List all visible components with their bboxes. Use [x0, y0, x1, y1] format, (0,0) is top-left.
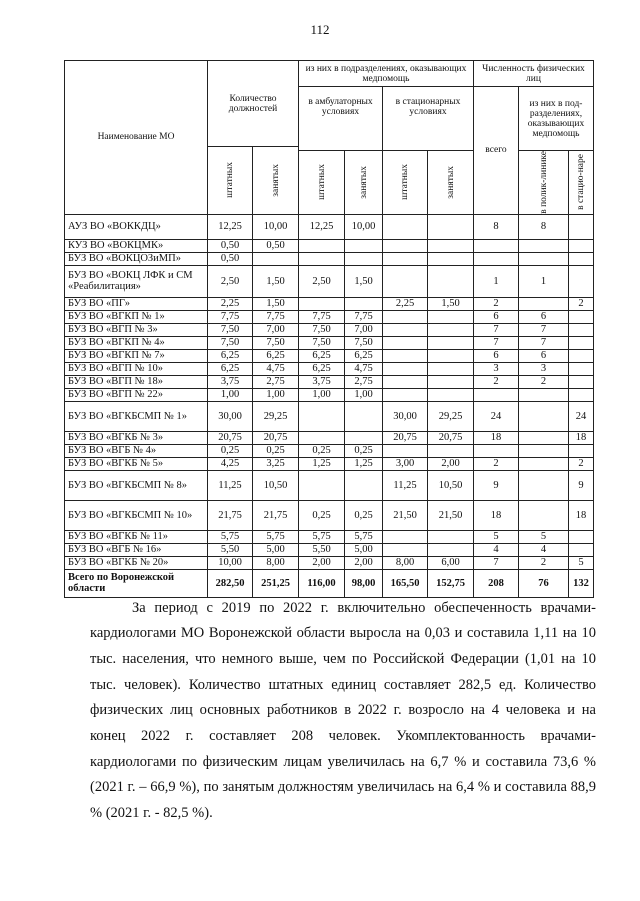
- header-out-occupied-label: занятых: [358, 166, 369, 199]
- table-cell: 1,00: [208, 388, 253, 401]
- table-cell: 7: [474, 556, 519, 569]
- table-cell: 8,00: [253, 556, 299, 569]
- header-positions: Количество должностей: [208, 61, 299, 147]
- table-cell: 1,50: [253, 265, 299, 297]
- table-body: [65, 214, 621, 597]
- table-cell: 2: [519, 556, 569, 569]
- table-cell: 24: [569, 401, 594, 431]
- table-cell: [345, 252, 383, 265]
- table-cell: [474, 388, 519, 401]
- table-cell: 7: [519, 336, 569, 349]
- table-cell: [383, 444, 428, 457]
- table-cell: 0,50: [208, 239, 253, 252]
- table-cell: 7,50: [345, 336, 383, 349]
- header-hospital-label: в стацио-наре: [576, 154, 586, 211]
- table-cell: [519, 388, 569, 401]
- table-cell: 2,25: [383, 297, 428, 310]
- table-row: [65, 543, 621, 556]
- table-cell: 24: [474, 401, 519, 431]
- table-cell: [428, 336, 474, 349]
- header-inpatient: в стационарных условиях: [383, 87, 474, 151]
- mo-name: БУЗ ВО «ВОКЦ ЛФК и СМ «Реабилитация»: [65, 265, 208, 297]
- table-cell: 20,75: [208, 431, 253, 444]
- table-cell: [474, 239, 519, 252]
- table-cell: 7,50: [208, 336, 253, 349]
- table-cell: 6,25: [253, 349, 299, 362]
- cardiologists-table: [64, 60, 621, 598]
- table-cell: [383, 362, 428, 375]
- table-cell: 5: [519, 530, 569, 543]
- table-cell: 7,50: [299, 323, 345, 336]
- table-row: [65, 388, 621, 401]
- table-cell: 20,75: [253, 431, 299, 444]
- table-cell: 6,25: [299, 349, 345, 362]
- table-row: [65, 362, 621, 375]
- table-cell: 98,00: [345, 569, 383, 597]
- table-cell: 282,50: [208, 569, 253, 597]
- table-cell: [569, 543, 594, 556]
- table-cell: 21,50: [383, 500, 428, 530]
- table-cell: [428, 543, 474, 556]
- table-row: [65, 214, 621, 239]
- mo-name: БУЗ ВО «ВОКЦОЗиМП»: [65, 252, 208, 265]
- table-cell: 9: [569, 470, 594, 500]
- table-cell: 7: [474, 323, 519, 336]
- table-cell: [383, 252, 428, 265]
- mo-name: БУЗ ВО «ПГ»: [65, 297, 208, 310]
- mo-name: БУЗ ВО «ВГБ № 16»: [65, 543, 208, 556]
- table-cell: [383, 336, 428, 349]
- table-cell: 6: [519, 310, 569, 323]
- table-cell: 12,25: [299, 214, 345, 239]
- table-cell: 76: [519, 569, 569, 597]
- table-row: [65, 500, 621, 530]
- table-cell: 10,00: [345, 214, 383, 239]
- table-cell: [519, 401, 569, 431]
- header-in-staff: [383, 151, 428, 215]
- table-cell: [474, 444, 519, 457]
- header-in-occupied: [428, 151, 474, 215]
- table-cell: 7: [474, 336, 519, 349]
- table-cell: 4,75: [253, 362, 299, 375]
- mo-name: БУЗ ВО «ВГКБСМП № 8»: [65, 470, 208, 500]
- table-row: [65, 265, 621, 297]
- table-cell: 7,75: [208, 310, 253, 323]
- table-row: [65, 310, 621, 323]
- table-cell: 6: [519, 349, 569, 362]
- table-row: [65, 401, 621, 431]
- table-cell: 116,00: [299, 569, 345, 597]
- table-cell: 7,50: [253, 336, 299, 349]
- table-cell: 5,75: [345, 530, 383, 543]
- table-cell: 2,25: [208, 297, 253, 310]
- body-paragraph: За период с 2019 по 2022 г. включительно обеспеченность врачами-кардиологами МО Воронежской области выросла на 0,03 и составила 1,11 на 10 тыс. населения, что немного выше, чем по Российской Федерации (1,01 на 10 тыс. человек). Количество штатных единиц составляет 282,5 ед. Количество физических лиц основных работников в 2022 г. возросло на 4 человека и на конец 2022 г. составляет 208 человек. Укомплектованность врачами-кардиологами по физическим лицам увеличилась на 6,7 % и составила 73,6 % (2021 г. – 66,9 %), по занятым должностям увеличилась на 6,4 % и составила 88,9 % (2021 г. - 82,5 %).: [90, 599, 596, 822]
- table-cell: 4: [474, 543, 519, 556]
- table-cell: 1,25: [299, 457, 345, 470]
- table-row: [65, 323, 621, 336]
- header-staff: [208, 147, 253, 215]
- mo-name: БУЗ ВО «ВГКБ № 20»: [65, 556, 208, 569]
- table-cell: 1,25: [345, 457, 383, 470]
- table-cell: 7,75: [299, 310, 345, 323]
- table-cell: 2,50: [299, 265, 345, 297]
- table-row: [65, 297, 621, 310]
- table-cell: [383, 375, 428, 388]
- table-cell: 11,25: [208, 470, 253, 500]
- table-row: [65, 252, 621, 265]
- table-cell: [569, 239, 594, 252]
- mo-name: БУЗ ВО «ВГКП № 7»: [65, 349, 208, 362]
- header-in-occupied-label: занятых: [445, 166, 456, 199]
- table-cell: 208: [474, 569, 519, 597]
- table-cell: 6,00: [428, 556, 474, 569]
- table-cell: [299, 431, 345, 444]
- table-cell: [519, 470, 569, 500]
- table-cell: [383, 265, 428, 297]
- table-cell: 0,25: [299, 500, 345, 530]
- table-cell: [569, 252, 594, 265]
- mo-name: БУЗ ВО «ВГКБСМП № 1»: [65, 401, 208, 431]
- table-cell: [569, 310, 594, 323]
- mo-name: БУЗ ВО «ВГКБ № 5»: [65, 457, 208, 470]
- table-row: [65, 239, 621, 252]
- table-cell: 0,25: [345, 500, 383, 530]
- table-cell: 2: [569, 457, 594, 470]
- page-number: 112: [310, 22, 330, 37]
- table-cell: 5,75: [208, 530, 253, 543]
- table-cell: [569, 265, 594, 297]
- header-staff-label: штатных: [225, 162, 235, 199]
- table-cell: [519, 252, 569, 265]
- header-out-staff: [299, 151, 345, 215]
- mo-name: БУЗ ВО «ВГКП № 4»: [65, 336, 208, 349]
- table-cell: 2,50: [208, 265, 253, 297]
- table-row: [65, 375, 621, 388]
- total-row: [65, 569, 621, 597]
- table-cell: [345, 401, 383, 431]
- table-cell: 1,00: [299, 388, 345, 401]
- table-cell: [428, 362, 474, 375]
- table-cell: 18: [569, 500, 594, 530]
- table-cell: 6: [474, 310, 519, 323]
- table-cell: 5: [569, 556, 594, 569]
- table-cell: [383, 323, 428, 336]
- table-cell: [474, 252, 519, 265]
- header-clinic: [519, 151, 569, 215]
- table-cell: [299, 470, 345, 500]
- table-cell: 30,00: [383, 401, 428, 431]
- table-cell: 5,75: [299, 530, 345, 543]
- table-cell: 10,50: [253, 470, 299, 500]
- table-cell: 6,25: [345, 349, 383, 362]
- table-cell: [519, 457, 569, 470]
- mo-name: КУЗ ВО «ВОКЦМК»: [65, 239, 208, 252]
- header-occupied-label: занятых: [270, 164, 281, 197]
- mo-name: БУЗ ВО «ВГП № 3»: [65, 323, 208, 336]
- table-cell: [428, 252, 474, 265]
- table-cell: 3: [474, 362, 519, 375]
- table-cell: 2,00: [345, 556, 383, 569]
- table-cell: 2,75: [345, 375, 383, 388]
- table-cell: 12,25: [208, 214, 253, 239]
- mo-name: БУЗ ВО «ВГП № 18»: [65, 375, 208, 388]
- table-cell: 29,25: [428, 401, 474, 431]
- table-cell: 7,00: [253, 323, 299, 336]
- header-out-occupied: [345, 151, 383, 215]
- table-cell: [519, 239, 569, 252]
- table-cell: 1,50: [345, 265, 383, 297]
- table-cell: [428, 375, 474, 388]
- table-row: [65, 530, 621, 543]
- table-cell: 9: [474, 470, 519, 500]
- table-cell: 1: [519, 265, 569, 297]
- table-cell: 5,00: [253, 543, 299, 556]
- table-cell: [569, 530, 594, 543]
- table-cell: 18: [474, 431, 519, 444]
- table-cell: [299, 401, 345, 431]
- header-out-staff-label: штатных: [316, 164, 327, 201]
- table-cell: 1,50: [253, 297, 299, 310]
- mo-name: БУЗ ВО «ВГКБ № 11»: [65, 530, 208, 543]
- table-cell: 3: [519, 362, 569, 375]
- table-cell: 0,50: [208, 252, 253, 265]
- table-cell: [299, 252, 345, 265]
- table-cell: [299, 297, 345, 310]
- table-cell: 0,25: [208, 444, 253, 457]
- table-cell: [383, 310, 428, 323]
- table-cell: 5: [474, 530, 519, 543]
- table-cell: [569, 323, 594, 336]
- mo-name: Всего по Воронежской области: [65, 569, 208, 597]
- table-row: [65, 431, 621, 444]
- table-cell: [519, 297, 569, 310]
- table-cell: 20,75: [428, 431, 474, 444]
- table-cell: 6,25: [208, 349, 253, 362]
- header-hospital: [569, 151, 594, 215]
- table-cell: [383, 388, 428, 401]
- table-cell: 0,25: [253, 444, 299, 457]
- table-cell: [383, 543, 428, 556]
- table-cell: 8,00: [383, 556, 428, 569]
- table-cell: [383, 530, 428, 543]
- table-cell: [428, 214, 474, 239]
- table-cell: [299, 239, 345, 252]
- table-row: [65, 336, 621, 349]
- table-cell: [569, 214, 594, 239]
- mo-name: БУЗ ВО «ВГП № 22»: [65, 388, 208, 401]
- table-cell: 2: [569, 297, 594, 310]
- table-cell: 0,50: [253, 239, 299, 252]
- header-in-staff-label: штатных: [400, 164, 410, 201]
- table-cell: [428, 388, 474, 401]
- table-cell: [428, 265, 474, 297]
- table-cell: [383, 349, 428, 362]
- table-cell: [345, 297, 383, 310]
- table-cell: 2,00: [299, 556, 345, 569]
- header-outpatient: в амбулаторных условиях: [299, 87, 383, 151]
- table-cell: [383, 214, 428, 239]
- table-cell: 2: [474, 457, 519, 470]
- table-cell: 2,75: [253, 375, 299, 388]
- header-persons: Численность физических лиц: [474, 61, 594, 87]
- table-cell: 30,00: [208, 401, 253, 431]
- table-cell: 3,25: [253, 457, 299, 470]
- mo-name: БУЗ ВО «ВГП № 10»: [65, 362, 208, 375]
- table-cell: 1,50: [428, 297, 474, 310]
- table-cell: 7,75: [345, 310, 383, 323]
- mo-name: БУЗ ВО «ВГКБСМП № 10»: [65, 500, 208, 530]
- table-cell: [519, 500, 569, 530]
- header-name: Наименование МО: [65, 61, 208, 215]
- table-cell: 5,75: [253, 530, 299, 543]
- table-cell: 6,25: [299, 362, 345, 375]
- table-row: [65, 444, 621, 457]
- table-cell: 10,50: [428, 470, 474, 500]
- table-cell: 18: [569, 431, 594, 444]
- table-cell: 3,75: [299, 375, 345, 388]
- header-subdivisions: из них в подразделениях, оказывающих медпомощь: [299, 61, 474, 87]
- table-cell: 29,25: [253, 401, 299, 431]
- table-cell: 21,75: [208, 500, 253, 530]
- table-cell: 10,00: [208, 556, 253, 569]
- header-clinic-label: в полик-линике: [538, 151, 549, 214]
- table-cell: 1,00: [345, 388, 383, 401]
- table-cell: 7,75: [253, 310, 299, 323]
- table-cell: 6,25: [208, 362, 253, 375]
- table-cell: 251,25: [253, 569, 299, 597]
- table-cell: 20,75: [383, 431, 428, 444]
- table-cell: 11,25: [383, 470, 428, 500]
- header-total: всего: [474, 87, 519, 215]
- table-cell: [569, 336, 594, 349]
- table-cell: 2,00: [428, 457, 474, 470]
- table-cell: 4,25: [208, 457, 253, 470]
- table-cell: [383, 239, 428, 252]
- table-cell: 8: [474, 214, 519, 239]
- table-cell: 4: [519, 543, 569, 556]
- table-cell: 3,75: [208, 375, 253, 388]
- table-row: [65, 556, 621, 569]
- table-cell: [569, 349, 594, 362]
- table-cell: [519, 444, 569, 457]
- table-cell: [428, 239, 474, 252]
- table-cell: 4,75: [345, 362, 383, 375]
- table-cell: 7,50: [208, 323, 253, 336]
- header-occupied: [253, 147, 299, 215]
- table-row: [65, 349, 621, 362]
- table-cell: 7: [519, 323, 569, 336]
- table-cell: [569, 375, 594, 388]
- table-cell: 2: [474, 375, 519, 388]
- table-cell: 18: [474, 500, 519, 530]
- table-cell: 0,25: [299, 444, 345, 457]
- table-cell: [345, 431, 383, 444]
- table-cell: 5,00: [345, 543, 383, 556]
- table-cell: 10,00: [253, 214, 299, 239]
- table-cell: [428, 310, 474, 323]
- table-row: [65, 470, 621, 500]
- table-cell: 8: [519, 214, 569, 239]
- table-cell: [428, 444, 474, 457]
- table-cell: [345, 239, 383, 252]
- table-cell: 2: [519, 375, 569, 388]
- table-cell: [428, 349, 474, 362]
- table-cell: [345, 470, 383, 500]
- table-cell: 7,00: [345, 323, 383, 336]
- table-cell: [253, 252, 299, 265]
- table-cell: 21,75: [253, 500, 299, 530]
- table-cell: 2: [474, 297, 519, 310]
- table-cell: 21,50: [428, 500, 474, 530]
- table-cell: 1,00: [253, 388, 299, 401]
- table-cell: 3,00: [383, 457, 428, 470]
- table-cell: [569, 444, 594, 457]
- table-cell: [428, 323, 474, 336]
- mo-name: БУЗ ВО «ВГКБ № 3»: [65, 431, 208, 444]
- table-cell: [569, 362, 594, 375]
- table-cell: 132: [569, 569, 594, 597]
- mo-name: БУЗ ВО «ВГБ № 4»: [65, 444, 208, 457]
- table-cell: 7,50: [299, 336, 345, 349]
- table-cell: 5,50: [208, 543, 253, 556]
- mo-name: БУЗ ВО «ВГКП № 1»: [65, 310, 208, 323]
- table-row: [65, 457, 621, 470]
- table-cell: 6: [474, 349, 519, 362]
- table-cell: 152,75: [428, 569, 474, 597]
- table-cell: [569, 388, 594, 401]
- mo-name: АУЗ ВО «ВОККДЦ»: [65, 214, 208, 239]
- header-persons-subdiv: из них в под-разделениях, оказывающих медпомощь: [519, 87, 594, 151]
- table-cell: 5,50: [299, 543, 345, 556]
- table-cell: [428, 530, 474, 543]
- table-cell: 165,50: [383, 569, 428, 597]
- table-cell: 1: [474, 265, 519, 297]
- table-cell: 0,25: [345, 444, 383, 457]
- table-cell: [519, 431, 569, 444]
